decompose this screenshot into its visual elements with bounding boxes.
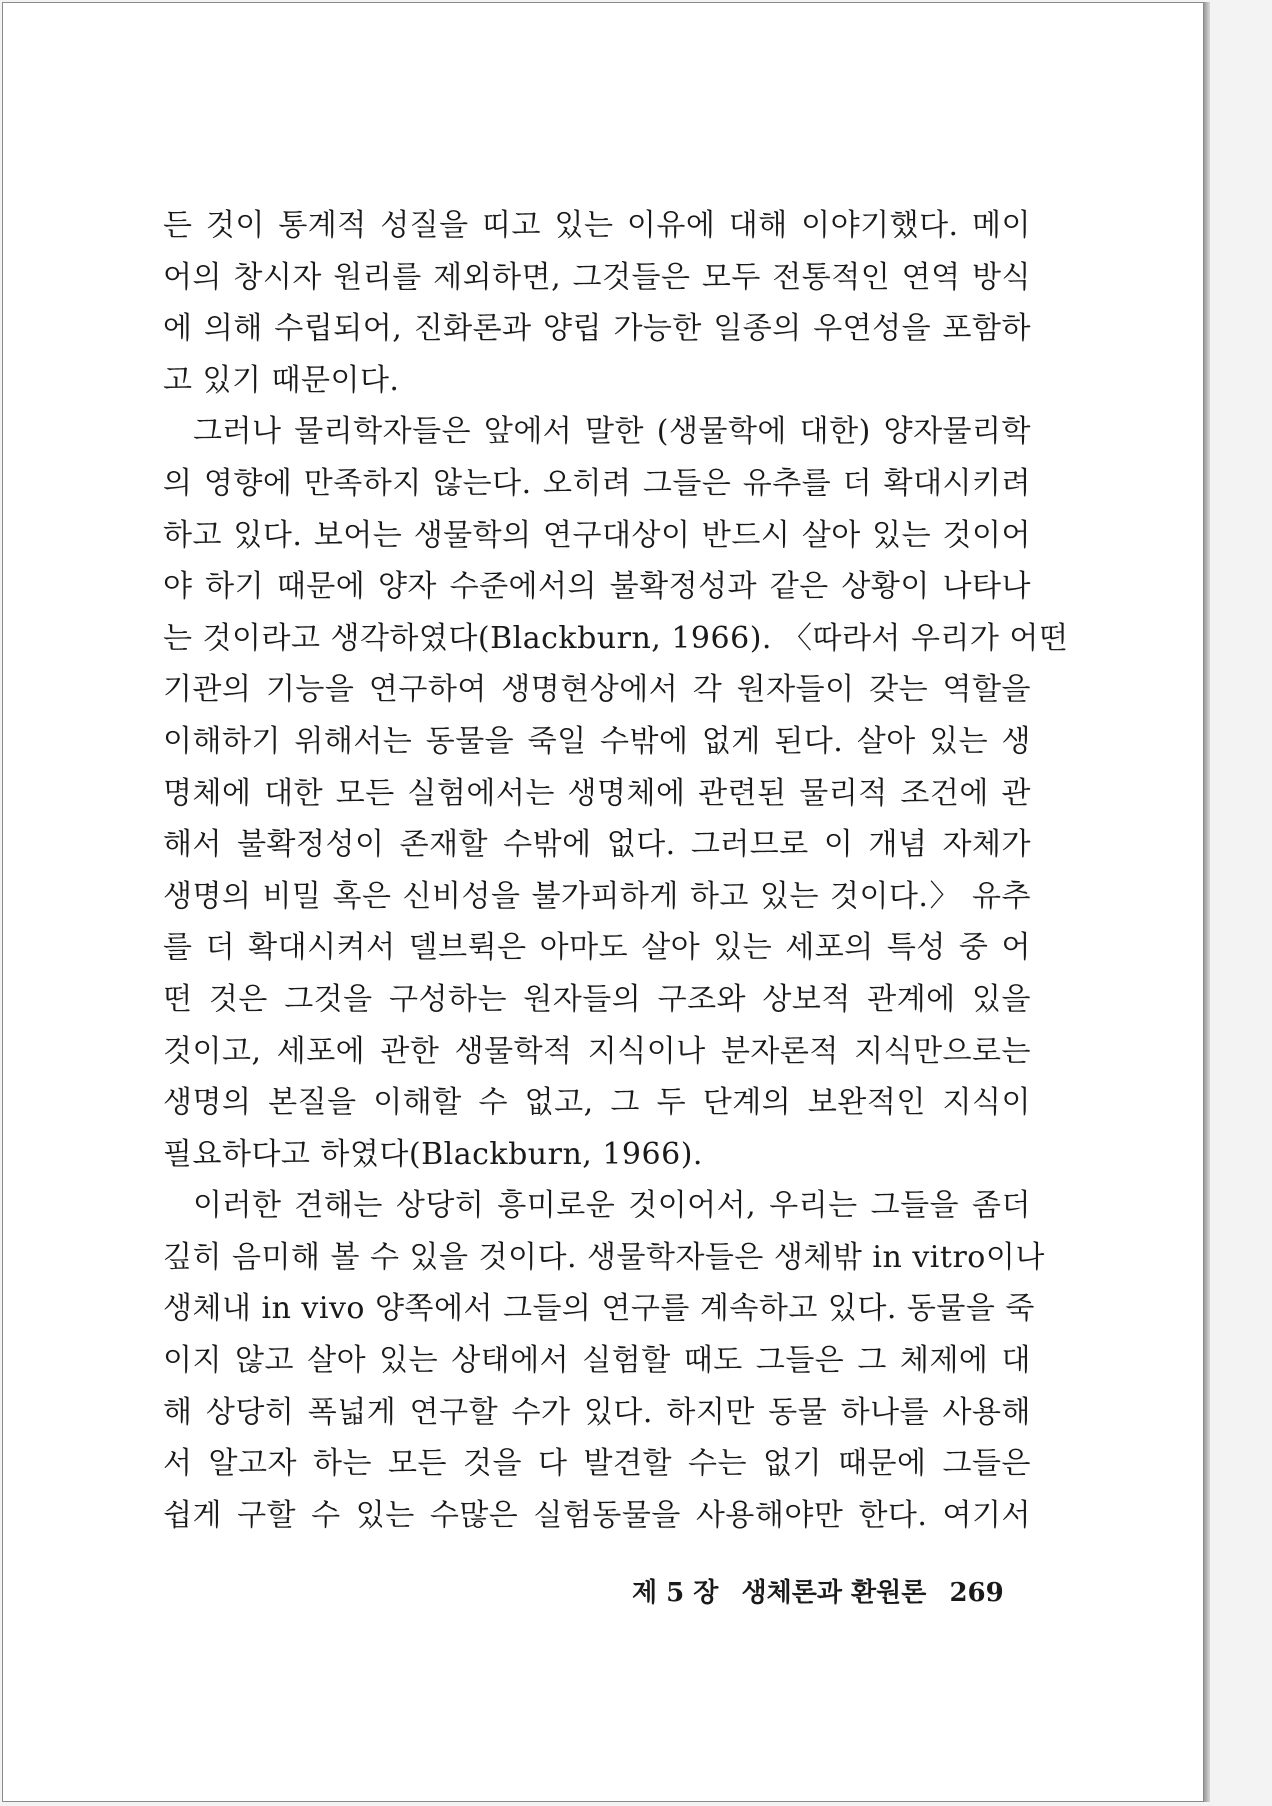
text-line: 생체내 in vivo 양쪽에서 그들의 연구를 계속하고 있다. 동물을 죽: [163, 1291, 1035, 1327]
text-line: 든 것이 통계적 성질을 띠고 있는 이유에 대해 이야기했다. 메이: [163, 208, 1031, 243]
page-footer: [632, 1572, 1032, 1609]
text-line: 서 알고자 하는 모든 것을 다 발견할 수는 없기 때문에 그들은: [163, 1446, 1031, 1482]
text-line: 해서 불확정성이 존재할 수밖에 없다. 그러므로 이 개념 자체가: [163, 827, 1031, 863]
text-line: 해 상당히 폭넓게 연구할 수가 있다. 하지만 동물 하나를 사용해: [163, 1394, 1031, 1430]
text-line: 생명의 비밀 혹은 신비성을 불가피하게 하고 있는 것이다.〉 유추: [163, 878, 1031, 914]
text-line: 기관의 기능을 연구하여 생명현상에서 각 원자들이 갖는 역할을: [163, 672, 1031, 708]
text-line: 하고 있다. 보어는 생물학의 연구대상이 반드시 살아 있는 것이어: [163, 517, 1031, 553]
chapter-title: 생체론과 환원론: [741, 1578, 927, 1608]
text-line: 필요하다고 하였다(Blackburn, 1966).: [163, 1136, 703, 1172]
text-line: 쉽게 구할 수 있는 수많은 실험동물을 사용해야만 한다. 여기서: [163, 1497, 1031, 1533]
text-line: 그러나 물리학자들은 앞에서 말한 (생물학에 대한) 양자물리학: [193, 414, 1031, 450]
text-line: 생명의 본질을 이해할 수 없고, 그 두 단계의 보완적인 지식이: [163, 1085, 1031, 1121]
text-line: 깊히 음미해 볼 수 있을 것이다. 생물학자들은 생체밖 in vitro이나: [163, 1239, 1045, 1275]
page-number: 269: [949, 1578, 1004, 1608]
text-line: 를 더 확대시켜서 델브뤽은 아마도 살아 있는 세포의 특성 중 어: [163, 930, 1031, 966]
chapter-label: 제 5 장: [632, 1578, 719, 1608]
page-edge: [1204, 2, 1210, 1802]
text-line: 명체에 대한 모든 실험에서는 생명체에 관련된 물리적 조건에 관: [163, 775, 1031, 811]
text-line: 이해하기 위해서는 동물을 죽일 수밖에 없게 된다. 살아 있는 생: [163, 723, 1031, 759]
text-line: 는 것이라고 생각하였다(Blackburn, 1966). 〈따라서 우리가 어떤: [163, 620, 1069, 656]
text-line: 에 의해 수립되어, 진화론과 양립 가능한 일종의 우연성을 포함하: [163, 311, 1031, 347]
text-line: 야 하기 때문에 양자 수준에서의 불확정성과 같은 상황이 나타나: [163, 569, 1031, 605]
text-line: 떤 것은 그것을 구성하는 원자들의 구조와 상보적 관계에 있을: [163, 981, 1031, 1017]
text-line: 어의 창시자 원리를 제외하면, 그것들은 모두 전통적인 연역 방식: [163, 259, 1031, 295]
text-line: 고 있기 때문이다.: [163, 362, 400, 398]
text-line: 이러한 견해는 상당히 흥미로운 것이어서, 우리는 그들을 좀더: [193, 1188, 1031, 1224]
text-line: 의 영향에 만족하지 않는다. 오히려 그들은 유추를 더 확대시키려: [163, 465, 1031, 501]
text-line: 이지 않고 살아 있는 상태에서 실험할 때도 그들은 그 체제에 대: [163, 1343, 1031, 1379]
body-text: [163, 200, 1069, 1541]
text-line: 것이고, 세포에 관한 생물학적 지식이나 분자론적 지식만으로는: [163, 1033, 1031, 1069]
